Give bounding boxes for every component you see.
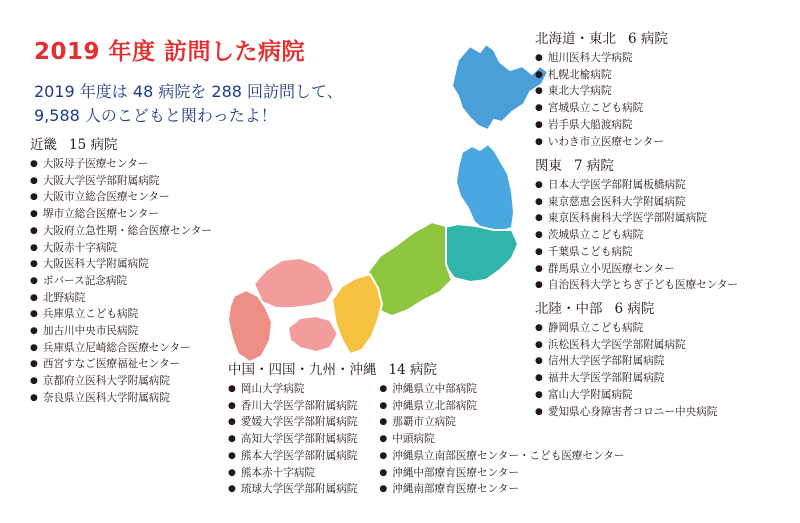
region-name: 北陸・中部: [535, 301, 603, 317]
hospital-count: 7 病院: [574, 158, 614, 174]
hospital-name: 群馬県立小児医療センター: [547, 262, 675, 275]
hospital-item: [30, 373, 212, 390]
hospital-name: 千葉県こども病院: [547, 245, 633, 258]
bullet-icon: ●: [379, 434, 388, 445]
hospital-item: [30, 340, 212, 357]
hospital-list-col-1: [228, 381, 357, 498]
hospital-item: [379, 414, 624, 431]
bullet-icon: ●: [30, 292, 38, 303]
hospital-item: [379, 448, 624, 465]
hospital-item: [535, 117, 668, 134]
bullet-icon: ●: [535, 213, 543, 224]
bullet-icon: ●: [30, 342, 38, 353]
region-name: 関東: [535, 158, 562, 174]
hospital-item: [228, 481, 357, 498]
hospital-item: [30, 206, 212, 223]
hospital-item: [30, 173, 212, 190]
hospital-name: 静岡県立こども病院: [547, 322, 644, 334]
bullet-icon: ●: [535, 323, 543, 333]
hospital-name: いわき市立医療センター: [547, 135, 664, 148]
hospital-item: [30, 223, 212, 240]
map-region-shikoku: [288, 316, 338, 352]
hospital-item: [30, 390, 212, 407]
hospital-item: [228, 431, 357, 448]
bullet-icon: ●: [535, 53, 543, 63]
bullet-icon: ●: [228, 400, 236, 411]
hospital-count: 14 病院: [388, 362, 437, 378]
hospital-name: 信州大学医学部附属病院: [547, 355, 665, 368]
region-hokkaido-tohoku-header: [535, 30, 668, 48]
hospital-count: 15 病院: [69, 137, 118, 153]
hospital-name: 兵庫県立尼崎総合医療センター: [42, 341, 191, 354]
region-name: 近畿: [30, 137, 57, 153]
hospital-name: 愛媛大学医学部附属病院: [240, 416, 358, 429]
bullet-icon: ●: [535, 356, 543, 367]
hospital-name: 福井大学医学部附属病院: [547, 372, 665, 385]
bullet-icon: ●: [30, 359, 38, 370]
region-chugoku-header: [228, 361, 624, 379]
hospital-item: [379, 431, 624, 448]
bullet-icon: ●: [535, 180, 543, 190]
hospital-item: [379, 381, 624, 398]
page-title: 2019 年度 訪問した病院: [34, 39, 306, 65]
map-region-hokkaido: [452, 44, 548, 130]
bullet-icon: ●: [228, 484, 236, 495]
hospital-item: [379, 481, 624, 498]
region-chugoku-shikoku-kyushu-okinawa: [228, 361, 624, 498]
hospital-item: [535, 134, 668, 151]
region-name: 中国・四国・九州・沖縄: [228, 362, 377, 378]
hospital-name: 旭川医科大学病院: [547, 52, 633, 64]
hospital-name: 琉球大学医学部附属病院: [240, 483, 358, 496]
hospital-name: 沖縄南部療育医療センター: [392, 483, 519, 496]
hospital-count: 6 病院: [628, 31, 668, 47]
hospital-item: [535, 320, 717, 337]
hospital-name: 堺市立総合医療センター: [42, 208, 159, 221]
region-hokkaido-tohoku: [535, 30, 668, 150]
hospital-item: [535, 244, 738, 261]
bullet-icon: ●: [379, 467, 388, 478]
hospital-item: [535, 210, 738, 227]
bullet-icon: ●: [30, 309, 38, 320]
hospital-name: 日本大学医学部附属板橋病院: [547, 179, 686, 191]
hospital-name: 大阪大学医学部附属病院: [42, 174, 160, 187]
hospital-name: 大阪医科大学附属病院: [42, 258, 149, 271]
bullet-icon: ●: [535, 406, 543, 417]
bullet-icon: ●: [535, 389, 543, 400]
hospital-item: [30, 256, 212, 273]
bullet-icon: ●: [535, 136, 543, 147]
hospital-item: [30, 240, 212, 257]
hospital-item: [535, 277, 738, 294]
summary-line-2: 9,588 人のこどもと関わったよ！: [34, 106, 277, 125]
bullet-icon: ●: [228, 434, 236, 445]
hospital-name: 大阪母子医療センター: [42, 158, 149, 170]
hospital-item: [379, 398, 624, 415]
hospital-item: [535, 67, 668, 84]
bullet-icon: ●: [535, 196, 543, 207]
hospital-name: 沖縄中部療育医療センター: [392, 466, 519, 479]
bullet-icon: ●: [535, 119, 543, 130]
hospital-name: 東北大学病院: [547, 85, 612, 98]
region-kinki: [30, 136, 212, 407]
region-kinki-header: [30, 136, 212, 154]
hospital-name: 北野病院: [42, 291, 86, 304]
hospital-name: 浜松医科大学医学部附属病院: [547, 338, 686, 351]
bullet-icon: ●: [30, 209, 38, 220]
bullet-icon: ●: [535, 263, 543, 274]
hospital-item: [228, 381, 357, 398]
bullet-icon: ●: [30, 376, 38, 387]
map-region-tohoku: [456, 144, 514, 232]
hospital-item: [535, 194, 738, 211]
hospital-list: [30, 156, 212, 407]
hospital-name: 宮城県立こども病院: [547, 102, 644, 115]
hospital-name: 大阪赤十字病院: [42, 241, 118, 254]
hospital-item: [228, 465, 357, 482]
hospital-name: 大阪府立急性期・総合医療センター: [42, 224, 212, 237]
hospital-list-col-2: [379, 381, 624, 498]
map-region-chugoku: [254, 258, 334, 308]
bullet-icon: ●: [535, 69, 543, 80]
bullet-icon: ●: [30, 259, 38, 270]
hospital-name: 東京医科歯科大学医学部附属病院: [547, 212, 707, 225]
map-region-kinki: [332, 274, 382, 354]
bullet-icon: ●: [535, 246, 543, 257]
bullet-icon: ●: [30, 242, 38, 253]
bullet-icon: ●: [535, 103, 543, 114]
bullet-icon: ●: [228, 417, 236, 428]
bullet-icon: ●: [30, 175, 38, 186]
hospital-name: 岡山大学病院: [240, 383, 305, 395]
hospital-item: [535, 261, 738, 278]
hospital-list: [535, 177, 738, 294]
hospital-name: 那覇市立病院: [392, 416, 456, 429]
region-hokuriku-chubu-header: [535, 300, 717, 318]
bullet-icon: ●: [379, 450, 388, 461]
hospital-name: 岩手県大船渡病院: [547, 118, 633, 131]
bullet-icon: ●: [379, 400, 388, 411]
hospital-item: [535, 83, 668, 100]
hospital-item: [30, 356, 212, 373]
hospital-name: 沖縄県立北部病院: [392, 399, 477, 412]
bullet-icon: ●: [228, 384, 236, 394]
bullet-icon: ●: [379, 417, 388, 428]
bullet-icon: ●: [228, 467, 236, 478]
bullet-icon: ●: [535, 86, 543, 97]
hospital-name: ボバース記念病院: [42, 274, 128, 287]
hospital-list: [535, 50, 668, 150]
bullet-icon: ●: [30, 192, 38, 203]
hospital-name: 香川大学医学部附属病院: [240, 399, 358, 412]
bullet-icon: ●: [535, 230, 543, 241]
hospital-item: [535, 50, 668, 67]
hospital-name: 加古川中央市民病院: [42, 325, 139, 338]
hospital-item: [30, 306, 212, 323]
bullet-icon: ●: [379, 484, 388, 495]
hospital-item: [535, 100, 668, 117]
hospital-item: [535, 177, 738, 194]
hospital-item: [228, 398, 357, 415]
hospital-name: 茨城県立こども病院: [547, 229, 644, 242]
hospital-name: 沖縄県立中部病院: [392, 383, 477, 395]
summary-line-1: 2019 年度は 48 病院を 288 回訪問して、: [34, 82, 343, 101]
region-name: 北海道・東北: [535, 31, 616, 47]
bullet-icon: ●: [379, 384, 388, 394]
hospital-item: [30, 156, 212, 173]
hospital-name: 奈良県立医科大学附属病院: [42, 391, 170, 404]
hospital-name: 大阪市立総合医療センター: [42, 191, 170, 204]
bullet-icon: ●: [30, 392, 38, 403]
hospital-item: [535, 337, 717, 354]
hospital-name: 京都府立医科大学附属病院: [42, 375, 170, 388]
hospital-name: 中頭病院: [392, 433, 435, 446]
hospital-name: 西宮すなご医療福祉センター: [42, 358, 181, 371]
bullet-icon: ●: [30, 275, 38, 286]
region-kanto-header: [535, 157, 738, 175]
bullet-icon: ●: [228, 450, 236, 461]
bullet-icon: ●: [30, 326, 38, 337]
hospital-item: [30, 189, 212, 206]
hospital-item: [30, 323, 212, 340]
hospital-name: 高知大学医学部附属病院: [240, 433, 358, 446]
hospital-name: 愛知県心身障害者コロニー中央病院: [547, 405, 718, 418]
hospital-name: 札幌北楡病院: [547, 68, 612, 81]
bullet-icon: ●: [30, 225, 38, 236]
bullet-icon: ●: [535, 280, 543, 291]
bullet-icon: ●: [535, 373, 543, 384]
hospital-item: [228, 448, 357, 465]
hospital-name: 富山大学附属病院: [547, 388, 633, 401]
hospital-name: 兵庫県立こども病院: [42, 308, 139, 321]
hospital-count: 6 病院: [614, 301, 655, 317]
hospital-item: [30, 273, 212, 290]
hospital-item: [30, 290, 212, 307]
bullet-icon: ●: [30, 159, 38, 169]
summary-text: [34, 80, 454, 128]
hospital-name: 熊本赤十字病院: [240, 466, 316, 479]
hospital-name: 沖縄県立南部医療センター・こども医療センター: [392, 449, 625, 462]
region-kanto: [535, 157, 738, 294]
hospital-item: [228, 414, 357, 431]
hospital-item: [535, 227, 738, 244]
hospital-name: 自治医科大学とちぎ子ども医療センター: [547, 279, 739, 292]
hospital-name: 熊本大学医学部附属病院: [240, 449, 358, 462]
hospital-item: [379, 465, 624, 482]
bullet-icon: ●: [535, 339, 543, 350]
hospital-name: 東京慈恵会医科大学附属病院: [547, 195, 686, 208]
